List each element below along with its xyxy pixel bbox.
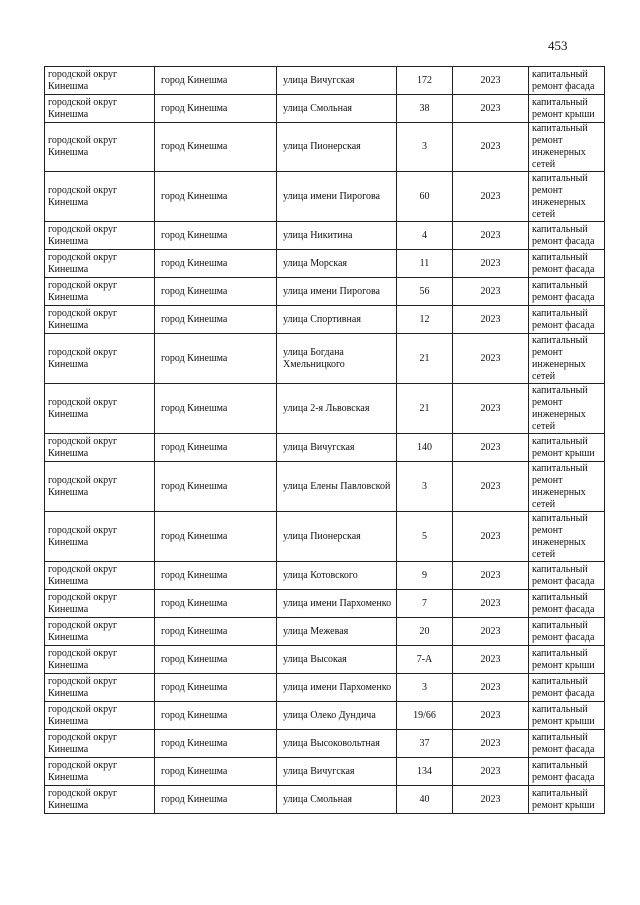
year-cell: 2023 [453,618,529,646]
house-number-cell: 172 [397,67,453,95]
year-cell: 2023 [453,758,529,786]
year-cell: 2023 [453,512,529,562]
table-row [45,306,605,334]
table-body [45,67,605,814]
city-cell: город Кинешма [155,758,277,786]
city-cell: город Кинешма [155,95,277,123]
house-number-cell: 19/66 [397,702,453,730]
district-cell: городской округ Кинешма [45,618,155,646]
city-cell: город Кинешма [155,702,277,730]
city-cell: город Кинешма [155,172,277,222]
page-number: 453 [548,38,568,53]
district-cell: городской округ Кинешма [45,730,155,758]
street-cell: улица 2-я Львовская [277,384,397,434]
house-number-cell: 3 [397,462,453,512]
year-cell: 2023 [453,462,529,512]
district-cell: городской округ Кинешма [45,278,155,306]
year-cell: 2023 [453,786,529,814]
work-type-cell: капитальный ремонт инженерных сетей [529,123,605,172]
city-cell: город Кинешма [155,306,277,334]
house-number-cell: 9 [397,562,453,590]
district-cell: городской округ Кинешма [45,250,155,278]
district-cell: городской округ Кинешма [45,384,155,434]
house-number-cell: 134 [397,758,453,786]
table-row [45,334,605,384]
house-number-cell: 12 [397,306,453,334]
street-cell: улица Вичугская [277,758,397,786]
district-cell: городской округ Кинешма [45,674,155,702]
city-cell: город Кинешма [155,334,277,384]
work-type-cell: капитальный ремонт фасада [529,278,605,306]
district-cell: городской округ Кинешма [45,512,155,562]
work-type-cell: капитальный ремонт инженерных сетей [529,172,605,222]
district-cell: городской округ Кинешма [45,646,155,674]
street-cell: улица Морская [277,250,397,278]
work-type-cell: капитальный ремонт крыши [529,646,605,674]
table-row [45,384,605,434]
year-cell: 2023 [453,702,529,730]
year-cell: 2023 [453,95,529,123]
street-cell: улица Смольная [277,95,397,123]
city-cell: город Кинешма [155,512,277,562]
district-cell: городской округ Кинешма [45,590,155,618]
table-row [45,786,605,814]
house-number-cell: 40 [397,786,453,814]
district-cell: городской округ Кинешма [45,462,155,512]
district-cell: городской округ Кинешма [45,434,155,462]
house-number-cell: 21 [397,334,453,384]
table-row [45,278,605,306]
year-cell: 2023 [453,434,529,462]
city-cell: город Кинешма [155,646,277,674]
work-type-cell: капитальный ремонт крыши [529,702,605,730]
year-cell: 2023 [453,278,529,306]
work-type-cell: капитальный ремонт крыши [529,786,605,814]
district-cell: городской округ Кинешма [45,306,155,334]
work-type-cell: капитальный ремонт инженерных сетей [529,384,605,434]
house-number-cell: 7-А [397,646,453,674]
street-cell: улица Спортивная [277,306,397,334]
street-cell: улица Никитина [277,222,397,250]
city-cell: город Кинешма [155,67,277,95]
street-cell: улица Высоковольтная [277,730,397,758]
street-cell: улица Котовского [277,562,397,590]
city-cell: город Кинешма [155,384,277,434]
work-type-cell: капитальный ремонт фасада [529,562,605,590]
house-number-cell: 21 [397,384,453,434]
table-row [45,434,605,462]
house-number-cell: 20 [397,618,453,646]
table-row [45,172,605,222]
city-cell: город Кинешма [155,786,277,814]
table-row [45,250,605,278]
work-type-cell: капитальный ремонт инженерных сетей [529,512,605,562]
street-cell: улица Пионерская [277,123,397,172]
house-number-cell: 4 [397,222,453,250]
street-cell: улица имени Пирогова [277,172,397,222]
work-type-cell: капитальный ремонт фасада [529,590,605,618]
street-cell: улица имени Пархоменко [277,674,397,702]
city-cell: город Кинешма [155,562,277,590]
work-type-cell: капитальный ремонт крыши [529,95,605,123]
year-cell: 2023 [453,172,529,222]
year-cell: 2023 [453,306,529,334]
year-cell: 2023 [453,590,529,618]
street-cell: улица Межевая [277,618,397,646]
street-cell: улица Высокая [277,646,397,674]
table-row [45,123,605,172]
house-number-cell: 11 [397,250,453,278]
city-cell: город Кинешма [155,250,277,278]
street-cell: улица имени Пархоменко [277,590,397,618]
house-number-cell: 7 [397,590,453,618]
house-number-cell: 3 [397,674,453,702]
table-row [45,730,605,758]
table-row [45,67,605,95]
work-type-cell: капитальный ремонт инженерных сетей [529,462,605,512]
table-row [45,590,605,618]
street-cell: улица Пионерская [277,512,397,562]
city-cell: город Кинешма [155,462,277,512]
year-cell: 2023 [453,67,529,95]
year-cell: 2023 [453,384,529,434]
house-number-cell: 60 [397,172,453,222]
city-cell: город Кинешма [155,434,277,462]
year-cell: 2023 [453,222,529,250]
house-number-cell: 140 [397,434,453,462]
work-type-cell: капитальный ремонт фасада [529,222,605,250]
table-row [45,702,605,730]
table-row [45,674,605,702]
district-cell: городской округ Кинешма [45,786,155,814]
year-cell: 2023 [453,562,529,590]
table-row [45,618,605,646]
street-cell: улица имени Пирогова [277,278,397,306]
district-cell: городской округ Кинешма [45,334,155,384]
year-cell: 2023 [453,646,529,674]
city-cell: город Кинешма [155,222,277,250]
street-cell: улица Смольная [277,786,397,814]
table-row [45,512,605,562]
year-cell: 2023 [453,730,529,758]
table-row [45,646,605,674]
city-cell: город Кинешма [155,278,277,306]
house-number-cell: 5 [397,512,453,562]
repair-schedule-table [44,66,605,814]
table-row [45,222,605,250]
district-cell: городской округ Кинешма [45,562,155,590]
city-cell: город Кинешма [155,730,277,758]
work-type-cell: капитальный ремонт фасада [529,758,605,786]
table-row [45,758,605,786]
city-cell: город Кинешма [155,618,277,646]
street-cell: улица Олеко Дундича [277,702,397,730]
district-cell: городской округ Кинешма [45,172,155,222]
year-cell: 2023 [453,123,529,172]
house-number-cell: 37 [397,730,453,758]
work-type-cell: капитальный ремонт фасада [529,250,605,278]
work-type-cell: капитальный ремонт фасада [529,306,605,334]
house-number-cell: 3 [397,123,453,172]
district-cell: городской округ Кинешма [45,95,155,123]
work-type-cell: капитальный ремонт фасада [529,618,605,646]
street-cell: улица Елены Павловской [277,462,397,512]
house-number-cell: 38 [397,95,453,123]
work-type-cell: капитальный ремонт фасада [529,67,605,95]
work-type-cell: капитальный ремонт инженерных сетей [529,334,605,384]
work-type-cell: капитальный ремонт крыши [529,434,605,462]
district-cell: городской округ Кинешма [45,758,155,786]
city-cell: город Кинешма [155,590,277,618]
street-cell: улица Вичугская [277,67,397,95]
street-cell: улица Вичугская [277,434,397,462]
district-cell: городской округ Кинешма [45,67,155,95]
work-type-cell: капитальный ремонт фасада [529,674,605,702]
district-cell: городской округ Кинешма [45,123,155,172]
city-cell: город Кинешма [155,674,277,702]
district-cell: городской округ Кинешма [45,222,155,250]
table-row [45,562,605,590]
street-cell: улица Богдана Хмельницкого [277,334,397,384]
year-cell: 2023 [453,250,529,278]
house-number-cell: 56 [397,278,453,306]
city-cell: город Кинешма [155,123,277,172]
table-row [45,95,605,123]
district-cell: городской округ Кинешма [45,702,155,730]
year-cell: 2023 [453,674,529,702]
work-type-cell: капитальный ремонт фасада [529,730,605,758]
table-row [45,462,605,512]
year-cell: 2023 [453,334,529,384]
